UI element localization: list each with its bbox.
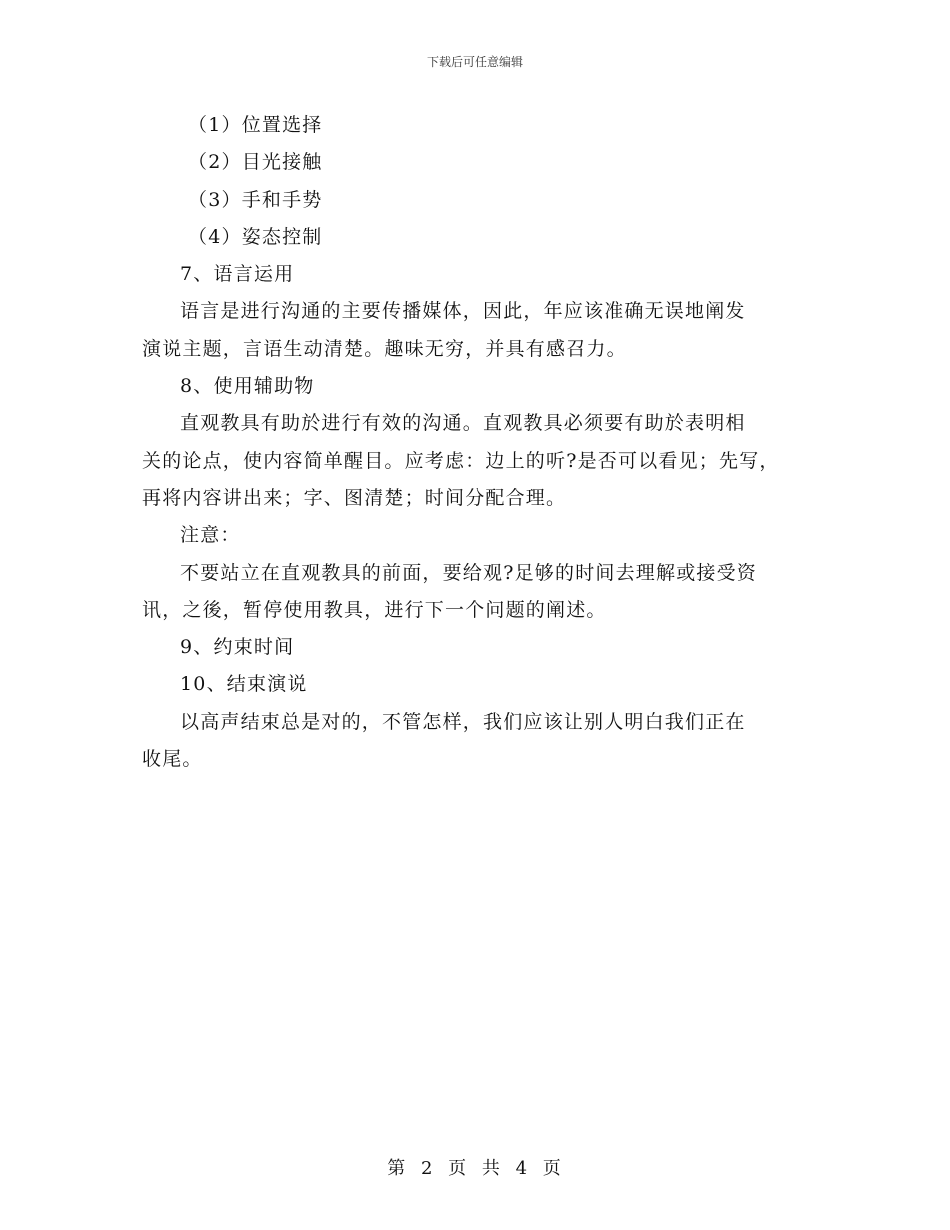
section-heading-time: 9、约束时间 <box>180 636 295 659</box>
document-body <box>142 107 812 778</box>
paragraph-line: 讯，之後，暂停使用教具，进行下一个问题的阐述。 <box>142 598 607 621</box>
page-number: 第 2 页 共 4 页 <box>387 1158 563 1179</box>
list-item-posture: （4）姿态控制 <box>188 225 323 248</box>
section-heading-ending: 10、结束演说 <box>180 673 308 696</box>
paragraph-line: 直观教具有助於进行有效的沟通。直观教具必须要有助於表明相 <box>180 412 746 435</box>
paragraph-line: 演说主题，言语生动清楚。趣味无穷，并具有感召力。 <box>142 337 627 360</box>
paragraph-line: 以高声结束总是对的，不管怎样，我们应该让别人明白我们正在 <box>180 710 746 733</box>
paragraph-line: 再将内容讲出来；字、图清楚；时间分配合理。 <box>142 486 567 509</box>
paragraph-line: 不要站立在直观教具的前面，要给观?足够的时间去理解或接受资 <box>180 561 757 584</box>
section-heading-aids: 8、使用辅助物 <box>180 375 315 398</box>
list-item-hands-gestures: （3）手和手势 <box>188 188 323 211</box>
paragraph-line: 语言是进行沟通的主要传播媒体，因此，年应该准确无误地阐发 <box>180 300 746 323</box>
page-header: 下载后可任意编辑 <box>426 55 523 69</box>
note-label: 注意： <box>180 524 241 547</box>
list-item-position: （1）位置选择 <box>188 114 323 136</box>
paragraph-line: 收尾。 <box>142 748 203 771</box>
paragraph-line: 关的论点，使内容简单醒目。应考虑：边上的听?是否可以看见；先写， <box>142 449 780 472</box>
list-item-eye-contact: （2）目光接触 <box>188 151 323 174</box>
section-heading-language: 7、语言运用 <box>180 263 295 286</box>
